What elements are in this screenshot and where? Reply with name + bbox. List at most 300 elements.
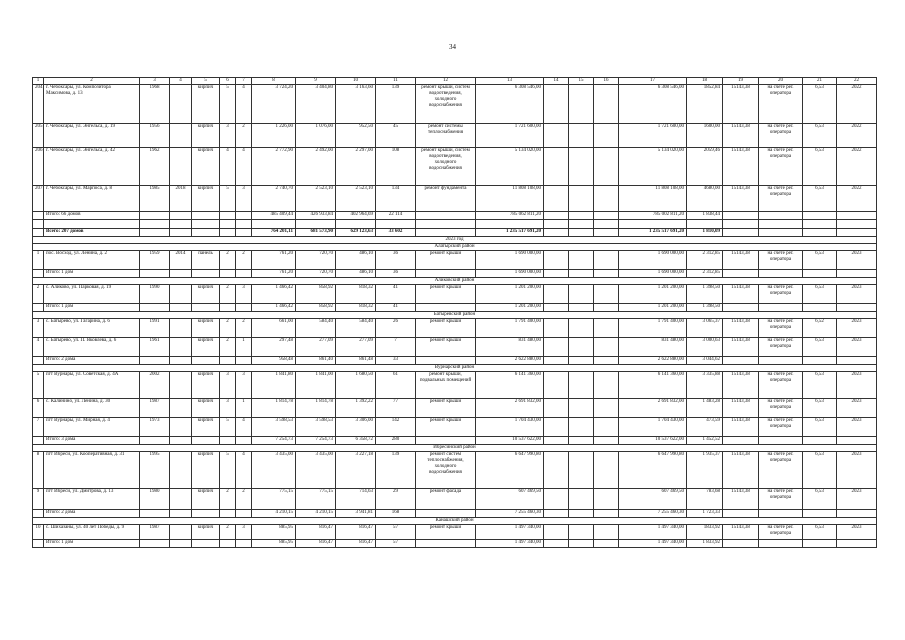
cell-col-9: 720,70 bbox=[296, 251, 336, 270]
cell-col-1 bbox=[33, 212, 44, 220]
cell-col-20 bbox=[759, 437, 803, 445]
cell-col-12 bbox=[416, 270, 476, 278]
section-title: Аликовский район bbox=[33, 278, 877, 285]
cell-col-16 bbox=[594, 372, 619, 399]
subtotal-row bbox=[33, 357, 877, 365]
page-number: 34 bbox=[449, 43, 456, 51]
cell-col-1: 5 bbox=[33, 372, 44, 399]
cell-col-2 bbox=[44, 220, 140, 229]
cell-col-2: пгт Ибреси, ул. Кооперативная, д. 31 bbox=[44, 452, 140, 489]
cell-col-4 bbox=[170, 357, 192, 365]
cell-col-9: 3 435,00 bbox=[296, 452, 336, 489]
cell-col-7: 4 bbox=[236, 452, 252, 489]
cell-col-19: 15143,38 bbox=[723, 319, 759, 338]
cell-col-22 bbox=[837, 304, 877, 312]
cell-col-22 bbox=[837, 220, 877, 229]
cell-col-18: 1 398,50 bbox=[687, 285, 723, 304]
cell-col-7: 3 bbox=[236, 372, 252, 399]
cell-col-18: 1600,00 bbox=[687, 124, 723, 148]
cell-col-20: на счете рег. оператора bbox=[759, 338, 803, 357]
cell-col-20 bbox=[759, 304, 803, 312]
cell-col-5: кирпич bbox=[192, 399, 220, 418]
cell-col-12: ремонт крыши bbox=[416, 399, 476, 418]
cell-col-13: 1 201 200,00 bbox=[476, 285, 544, 304]
cell-col-20: на счете рег. оператора bbox=[759, 285, 803, 304]
cell-col-5 bbox=[192, 212, 220, 220]
building-row bbox=[33, 489, 877, 510]
cell-col-9: 584,40 bbox=[296, 319, 336, 338]
cell-col-20 bbox=[759, 212, 803, 220]
cell-col-14 bbox=[544, 510, 569, 518]
cell-col-9: 426 933,84 bbox=[296, 212, 336, 220]
cell-col-18: 783,68 bbox=[687, 489, 723, 510]
cell-col-6 bbox=[220, 357, 236, 365]
cell-col-15 bbox=[569, 229, 594, 237]
cell-col-19 bbox=[723, 437, 759, 445]
cell-col-14 bbox=[544, 251, 569, 270]
cell-col-7: 1 bbox=[236, 338, 252, 357]
subtotal-row bbox=[33, 229, 877, 237]
cell-col-12: ремонт крыши bbox=[416, 525, 476, 540]
column-number-cell: 14 bbox=[544, 78, 569, 85]
cell-col-19 bbox=[723, 510, 759, 518]
cell-col-18: 1 452,52 bbox=[687, 437, 723, 445]
cell-col-21 bbox=[803, 540, 837, 548]
cell-col-7 bbox=[236, 220, 252, 229]
cell-col-17: 10 537 622,00 bbox=[619, 437, 687, 445]
cell-col-2: Всего: 207 домов bbox=[44, 229, 140, 237]
cell-col-1: 4 bbox=[33, 338, 44, 357]
cell-col-9: 277,09 bbox=[296, 338, 336, 357]
cell-col-6: 2 bbox=[220, 285, 236, 304]
cell-col-17: 7 255 460,30 bbox=[619, 510, 687, 518]
cell-col-19: 15143,38 bbox=[723, 251, 759, 270]
cell-col-4 bbox=[170, 338, 192, 357]
cell-col-19: 15143,38 bbox=[723, 85, 759, 124]
cell-col-17: 6 647 990,80 bbox=[619, 452, 687, 489]
cell-col-2: пос. Восход, ул. Ленина, д. 2 bbox=[44, 251, 140, 270]
cell-col-20: на счете рег. оператора bbox=[759, 452, 803, 489]
cell-col-3: 1985 bbox=[140, 186, 170, 212]
cell-col-6: 4 bbox=[220, 148, 236, 186]
cell-col-8: 1 466,42 bbox=[252, 285, 296, 304]
cell-col-4 bbox=[170, 510, 192, 518]
cell-col-10: 818,32 bbox=[336, 285, 376, 304]
cell-col-11: 29 bbox=[376, 489, 416, 510]
cell-col-11: 134 bbox=[376, 186, 416, 212]
cell-col-6: 3 bbox=[220, 124, 236, 148]
cell-col-12 bbox=[416, 212, 476, 220]
section-heading-row bbox=[33, 445, 877, 452]
cell-col-15 bbox=[569, 399, 594, 418]
cell-col-15 bbox=[569, 186, 594, 212]
building-row bbox=[33, 285, 877, 304]
cell-col-19: 15143,38 bbox=[723, 338, 759, 357]
section-title: Батыревский район bbox=[33, 312, 877, 319]
cell-col-11 bbox=[376, 220, 416, 229]
section-title: Ибресинский район bbox=[33, 445, 877, 452]
building-row bbox=[33, 525, 877, 540]
cell-col-11: 7 bbox=[376, 338, 416, 357]
cell-col-8: 3 435,00 bbox=[252, 452, 296, 489]
cell-col-2: Итого: 2 дома bbox=[44, 357, 140, 365]
cell-col-12: ремонт крыши, систем водоотведения, холодного водоснабжения bbox=[416, 148, 476, 186]
cell-col-8: 958,48 bbox=[252, 357, 296, 365]
cell-col-7 bbox=[236, 510, 252, 518]
column-number-cell: 2 bbox=[44, 78, 140, 85]
cell-col-12 bbox=[416, 540, 476, 548]
cell-col-10: 3 227,18 bbox=[336, 452, 376, 489]
cell-col-17: 1 690 000,00 bbox=[619, 251, 687, 270]
cell-col-21: 6,53 bbox=[803, 251, 837, 270]
cell-col-14 bbox=[544, 452, 569, 489]
column-number-cell: 17 bbox=[619, 78, 687, 85]
cell-col-2: г. Чебоксары, ул. Энгельса, д. 42 bbox=[44, 148, 140, 186]
cell-col-12 bbox=[416, 357, 476, 365]
cell-col-16 bbox=[594, 229, 619, 237]
cell-col-3: 1980 bbox=[140, 489, 170, 510]
cell-col-6 bbox=[220, 212, 236, 220]
cell-col-1 bbox=[33, 304, 44, 312]
cell-col-5 bbox=[192, 540, 220, 548]
cell-col-14 bbox=[544, 186, 569, 212]
cell-col-10: 3 306,00 bbox=[336, 418, 376, 437]
cell-col-17: 11 808 108,00 bbox=[619, 186, 687, 212]
cell-col-6: 2 bbox=[220, 525, 236, 540]
cell-col-7: 4 bbox=[236, 148, 252, 186]
cell-col-13: 7 255 460,30 bbox=[476, 510, 544, 518]
cell-col-20: на счете рег. оператора bbox=[759, 418, 803, 437]
cell-col-9: 2 492,00 bbox=[296, 148, 336, 186]
cell-col-18: 3 000,63 bbox=[687, 338, 723, 357]
cell-col-1 bbox=[33, 229, 44, 237]
cell-col-22: 2022 bbox=[837, 148, 877, 186]
cell-col-16 bbox=[594, 489, 619, 510]
cell-col-16 bbox=[594, 148, 619, 186]
cell-col-4 bbox=[170, 319, 192, 338]
cell-col-7: 2 bbox=[236, 319, 252, 338]
cell-col-8: 764 201,11 bbox=[252, 229, 296, 237]
cell-col-10: 2 297,00 bbox=[336, 148, 376, 186]
cell-col-15 bbox=[569, 251, 594, 270]
cell-col-1: 205 bbox=[33, 124, 44, 148]
section-heading-row bbox=[33, 237, 877, 244]
cell-col-19: 15143,38 bbox=[723, 452, 759, 489]
cell-col-3 bbox=[140, 212, 170, 220]
cell-col-20 bbox=[759, 270, 803, 278]
building-row bbox=[33, 418, 877, 437]
cell-col-14 bbox=[544, 304, 569, 312]
cell-col-13: 2 691 832,00 bbox=[476, 399, 544, 418]
cell-col-11: 57 bbox=[376, 525, 416, 540]
cell-col-22: 2023 bbox=[837, 338, 877, 357]
cell-col-21 bbox=[803, 304, 837, 312]
cell-col-11: 108 bbox=[376, 148, 416, 186]
cell-col-14 bbox=[544, 372, 569, 399]
cell-col-20: на счете рег. оператора bbox=[759, 489, 803, 510]
cell-col-6 bbox=[220, 304, 236, 312]
cell-col-8: 2 772,90 bbox=[252, 148, 296, 186]
building-row bbox=[33, 452, 877, 489]
cell-col-6: 3 bbox=[220, 399, 236, 418]
cell-col-5: кирпич bbox=[192, 372, 220, 399]
cell-col-21 bbox=[803, 357, 837, 365]
cell-col-10: 402 964,69 bbox=[336, 212, 376, 220]
cell-col-4: 2014 bbox=[170, 251, 192, 270]
cell-col-1 bbox=[33, 437, 44, 445]
cell-col-10: 6 358,72 bbox=[336, 437, 376, 445]
cell-col-8: 485 409,44 bbox=[252, 212, 296, 220]
cell-col-13: 1 201 200,00 bbox=[476, 304, 544, 312]
cell-col-8: 661,00 bbox=[252, 319, 296, 338]
subtotal-row bbox=[33, 510, 877, 518]
cell-col-14 bbox=[544, 540, 569, 548]
cell-col-6 bbox=[220, 270, 236, 278]
cell-col-13: 5 134 020,00 bbox=[476, 148, 544, 186]
cell-col-20: на счете рег. оператора bbox=[759, 319, 803, 338]
cell-col-19 bbox=[723, 304, 759, 312]
cell-col-11: 36 bbox=[376, 251, 416, 270]
cell-col-17: 1 721 600,00 bbox=[619, 124, 687, 148]
cell-col-22: 2022 bbox=[837, 85, 877, 124]
cell-col-19: 15143,38 bbox=[723, 148, 759, 186]
cell-col-21: 6,53 bbox=[803, 124, 837, 148]
cell-col-13: 11 808 108,00 bbox=[476, 186, 544, 212]
cell-col-3 bbox=[140, 220, 170, 229]
cell-col-22: 2022 bbox=[837, 124, 877, 148]
cell-col-12: ремонт крыши bbox=[416, 319, 476, 338]
subtotal-row bbox=[33, 304, 877, 312]
cell-col-15 bbox=[569, 357, 594, 365]
building-row bbox=[33, 85, 877, 124]
cell-col-14 bbox=[544, 437, 569, 445]
cell-col-17: 1 690 000,00 bbox=[619, 270, 687, 278]
cell-col-14 bbox=[544, 85, 569, 124]
cell-col-1: 2 bbox=[33, 285, 44, 304]
cell-col-16 bbox=[594, 186, 619, 212]
cell-col-7 bbox=[236, 229, 252, 237]
cell-col-12 bbox=[416, 229, 476, 237]
cell-col-4 bbox=[170, 148, 192, 186]
cell-col-1: 207 bbox=[33, 186, 44, 212]
column-number-cell: 16 bbox=[594, 78, 619, 85]
cell-col-3 bbox=[140, 229, 170, 237]
cell-col-8: 2 740,70 bbox=[252, 186, 296, 212]
cell-col-11: 41 bbox=[376, 304, 416, 312]
cell-col-15 bbox=[569, 540, 594, 548]
column-number-cell: 6 bbox=[220, 78, 236, 85]
cell-col-4 bbox=[170, 304, 192, 312]
cell-col-17: 831 480,00 bbox=[619, 338, 687, 357]
cell-col-20: на счете рег. оператора bbox=[759, 251, 803, 270]
cell-col-5: кирпич bbox=[192, 124, 220, 148]
cell-col-21: 6,53 bbox=[803, 489, 837, 510]
column-number-cell: 10 bbox=[336, 78, 376, 85]
cell-col-4 bbox=[170, 418, 192, 437]
cell-col-22: 2023 bbox=[837, 399, 877, 418]
cell-col-7 bbox=[236, 357, 252, 365]
cell-col-19: 15143,38 bbox=[723, 399, 759, 418]
cell-col-5 bbox=[192, 437, 220, 445]
cell-col-18 bbox=[687, 220, 723, 229]
cell-col-4 bbox=[170, 540, 192, 548]
cell-col-11: 26 bbox=[376, 319, 416, 338]
cell-col-21: 6,53 bbox=[803, 399, 837, 418]
cell-col-19: 15143,38 bbox=[723, 285, 759, 304]
cell-col-3: 1961 bbox=[140, 338, 170, 357]
cell-col-8: 761,20 bbox=[252, 270, 296, 278]
cell-col-16 bbox=[594, 418, 619, 437]
cell-col-3: 1956 bbox=[140, 124, 170, 148]
cell-col-1 bbox=[33, 540, 44, 548]
cell-col-13: 1 235 517 691,20 bbox=[476, 229, 544, 237]
cell-col-15 bbox=[569, 418, 594, 437]
cell-col-17: 607 469,50 bbox=[619, 489, 687, 510]
cell-col-21: 6,53 bbox=[803, 338, 837, 357]
cell-col-5: кирпич bbox=[192, 525, 220, 540]
cell-col-13: 785 062 811,20 bbox=[476, 212, 544, 220]
cell-col-11: 41 bbox=[376, 285, 416, 304]
cell-col-12: ремонт крыши, систем водоотведения, холодного водоснабжения bbox=[416, 85, 476, 124]
cell-col-17: 1 704 430,00 bbox=[619, 418, 687, 437]
cell-col-20 bbox=[759, 229, 803, 237]
cell-col-9: 1 814,78 bbox=[296, 399, 336, 418]
cell-col-3: 1995 bbox=[140, 452, 170, 489]
cell-col-19: 15143,38 bbox=[723, 418, 759, 437]
cell-col-6 bbox=[220, 437, 236, 445]
cell-col-21: 6,53 bbox=[803, 148, 837, 186]
cell-col-17 bbox=[619, 220, 687, 229]
cell-col-15 bbox=[569, 148, 594, 186]
cell-col-13: 1 497 340,00 bbox=[476, 540, 544, 548]
cell-col-21 bbox=[803, 437, 837, 445]
column-number-cell: 22 bbox=[837, 78, 877, 85]
cell-col-4 bbox=[170, 124, 192, 148]
cell-col-5 bbox=[192, 229, 220, 237]
cell-col-16 bbox=[594, 220, 619, 229]
cell-col-12: ремонт систем теплоснабжения, холодного водоснабжения bbox=[416, 452, 476, 489]
cell-col-17: 785 002 811,20 bbox=[619, 212, 687, 220]
cell-col-19: 15143,38 bbox=[723, 372, 759, 399]
cell-col-5 bbox=[192, 357, 220, 365]
cell-col-10: 1 680,50 bbox=[336, 372, 376, 399]
cell-col-9 bbox=[296, 220, 336, 229]
cell-col-11: 36 bbox=[376, 270, 416, 278]
cell-col-20 bbox=[759, 220, 803, 229]
cell-col-1: 3 bbox=[33, 319, 44, 338]
cell-col-14 bbox=[544, 212, 569, 220]
cell-col-4 bbox=[170, 372, 192, 399]
building-row bbox=[33, 399, 877, 418]
section-title: Канашский район bbox=[33, 518, 877, 525]
cell-col-9: 775,15 bbox=[296, 489, 336, 510]
cell-col-22: 2023 bbox=[837, 372, 877, 399]
cell-col-15 bbox=[569, 319, 594, 338]
cell-col-20: на счете рег. оператора bbox=[759, 124, 803, 148]
cell-col-17: 1 201 200,00 bbox=[619, 285, 687, 304]
cell-col-5: кирпич bbox=[192, 148, 220, 186]
cell-col-2: г. Чебоксары, ул. Энгельса, д. 19 bbox=[44, 124, 140, 148]
building-row bbox=[33, 186, 877, 212]
cell-col-12: ремонт фасада bbox=[416, 489, 476, 510]
building-row bbox=[33, 338, 877, 357]
cell-col-3: 1991 bbox=[140, 319, 170, 338]
cell-col-6: 5 bbox=[220, 452, 236, 489]
cell-col-2: Итого: 66 домов bbox=[44, 212, 140, 220]
cell-col-17: 1 497 340,00 bbox=[619, 525, 687, 540]
cell-col-1: 6 bbox=[33, 399, 44, 418]
cell-col-14 bbox=[544, 148, 569, 186]
cell-col-13: 831 480,00 bbox=[476, 338, 544, 357]
cell-col-21: 6,53 bbox=[803, 372, 837, 399]
column-number-cell: 13 bbox=[476, 78, 544, 85]
cell-col-9: 1 841,00 bbox=[296, 372, 336, 399]
cell-col-8: 775,15 bbox=[252, 489, 296, 510]
cell-col-8: 1 814,78 bbox=[252, 399, 296, 418]
cell-col-19: 15143,38 bbox=[723, 186, 759, 212]
cell-col-16 bbox=[594, 285, 619, 304]
cell-col-22: 2023 bbox=[837, 452, 877, 489]
cell-col-10: 3 163,60 bbox=[336, 85, 376, 124]
cell-col-22: 2023 bbox=[837, 418, 877, 437]
cell-col-20: на счете рег. оператора bbox=[759, 399, 803, 418]
cell-col-21: 6,53 bbox=[803, 85, 837, 124]
cell-col-11: 142 bbox=[376, 418, 416, 437]
cell-col-18: 4680,00 bbox=[687, 186, 723, 212]
cell-col-22: 2022 bbox=[837, 186, 877, 212]
cell-col-17: 6 141 360,00 bbox=[619, 372, 687, 399]
cell-col-7: 2 bbox=[236, 124, 252, 148]
cell-col-12: ремонт крыши, подвальных помещений bbox=[416, 372, 476, 399]
cell-col-18: 1833,92 bbox=[687, 525, 723, 540]
cell-col-10: 952,50 bbox=[336, 124, 376, 148]
cell-col-12: ремонт крыши bbox=[416, 338, 476, 357]
cell-col-14 bbox=[544, 319, 569, 338]
cell-col-2: Итого: 3 дома bbox=[44, 437, 140, 445]
cell-col-13: 6 308 546,00 bbox=[476, 85, 544, 124]
cell-col-22: 2023 bbox=[837, 251, 877, 270]
cell-col-7 bbox=[236, 270, 252, 278]
cell-col-20 bbox=[759, 357, 803, 365]
cell-col-3: 1973 bbox=[140, 418, 170, 437]
cell-col-10: 816,47 bbox=[336, 540, 376, 548]
cell-col-18: 1 398,50 bbox=[687, 304, 723, 312]
cell-col-18: 473,59 bbox=[687, 418, 723, 437]
cell-col-16 bbox=[594, 124, 619, 148]
cell-col-3: 1959 bbox=[140, 251, 170, 270]
cell-col-1: 10 bbox=[33, 525, 44, 540]
cell-col-5: кирпич bbox=[192, 489, 220, 510]
cell-col-8: 761,20 bbox=[252, 251, 296, 270]
cell-col-13: 1 690 000,00 bbox=[476, 251, 544, 270]
cell-col-11: 280 bbox=[376, 437, 416, 445]
cell-col-17: 2 622 880,00 bbox=[619, 357, 687, 365]
cell-col-19: 15143,38 bbox=[723, 525, 759, 540]
subtotal-row bbox=[33, 437, 877, 445]
cell-col-19 bbox=[723, 212, 759, 220]
cell-col-7: 2 bbox=[236, 251, 252, 270]
cell-col-18: 1 935,37 bbox=[687, 452, 723, 489]
cell-col-2: с. Батырево, ул. Гагарина, д. 6 bbox=[44, 319, 140, 338]
cell-col-19 bbox=[723, 220, 759, 229]
cell-col-2: с. Батырево, ул. П. Яковлева, д. 6 bbox=[44, 338, 140, 357]
cell-col-18: 2 312,85 bbox=[687, 251, 723, 270]
cell-col-3: 1990 bbox=[140, 285, 170, 304]
cell-col-5: кирпич bbox=[192, 338, 220, 357]
building-row bbox=[33, 251, 877, 270]
column-number-cell: 4 bbox=[170, 78, 192, 85]
cell-col-21 bbox=[803, 229, 837, 237]
